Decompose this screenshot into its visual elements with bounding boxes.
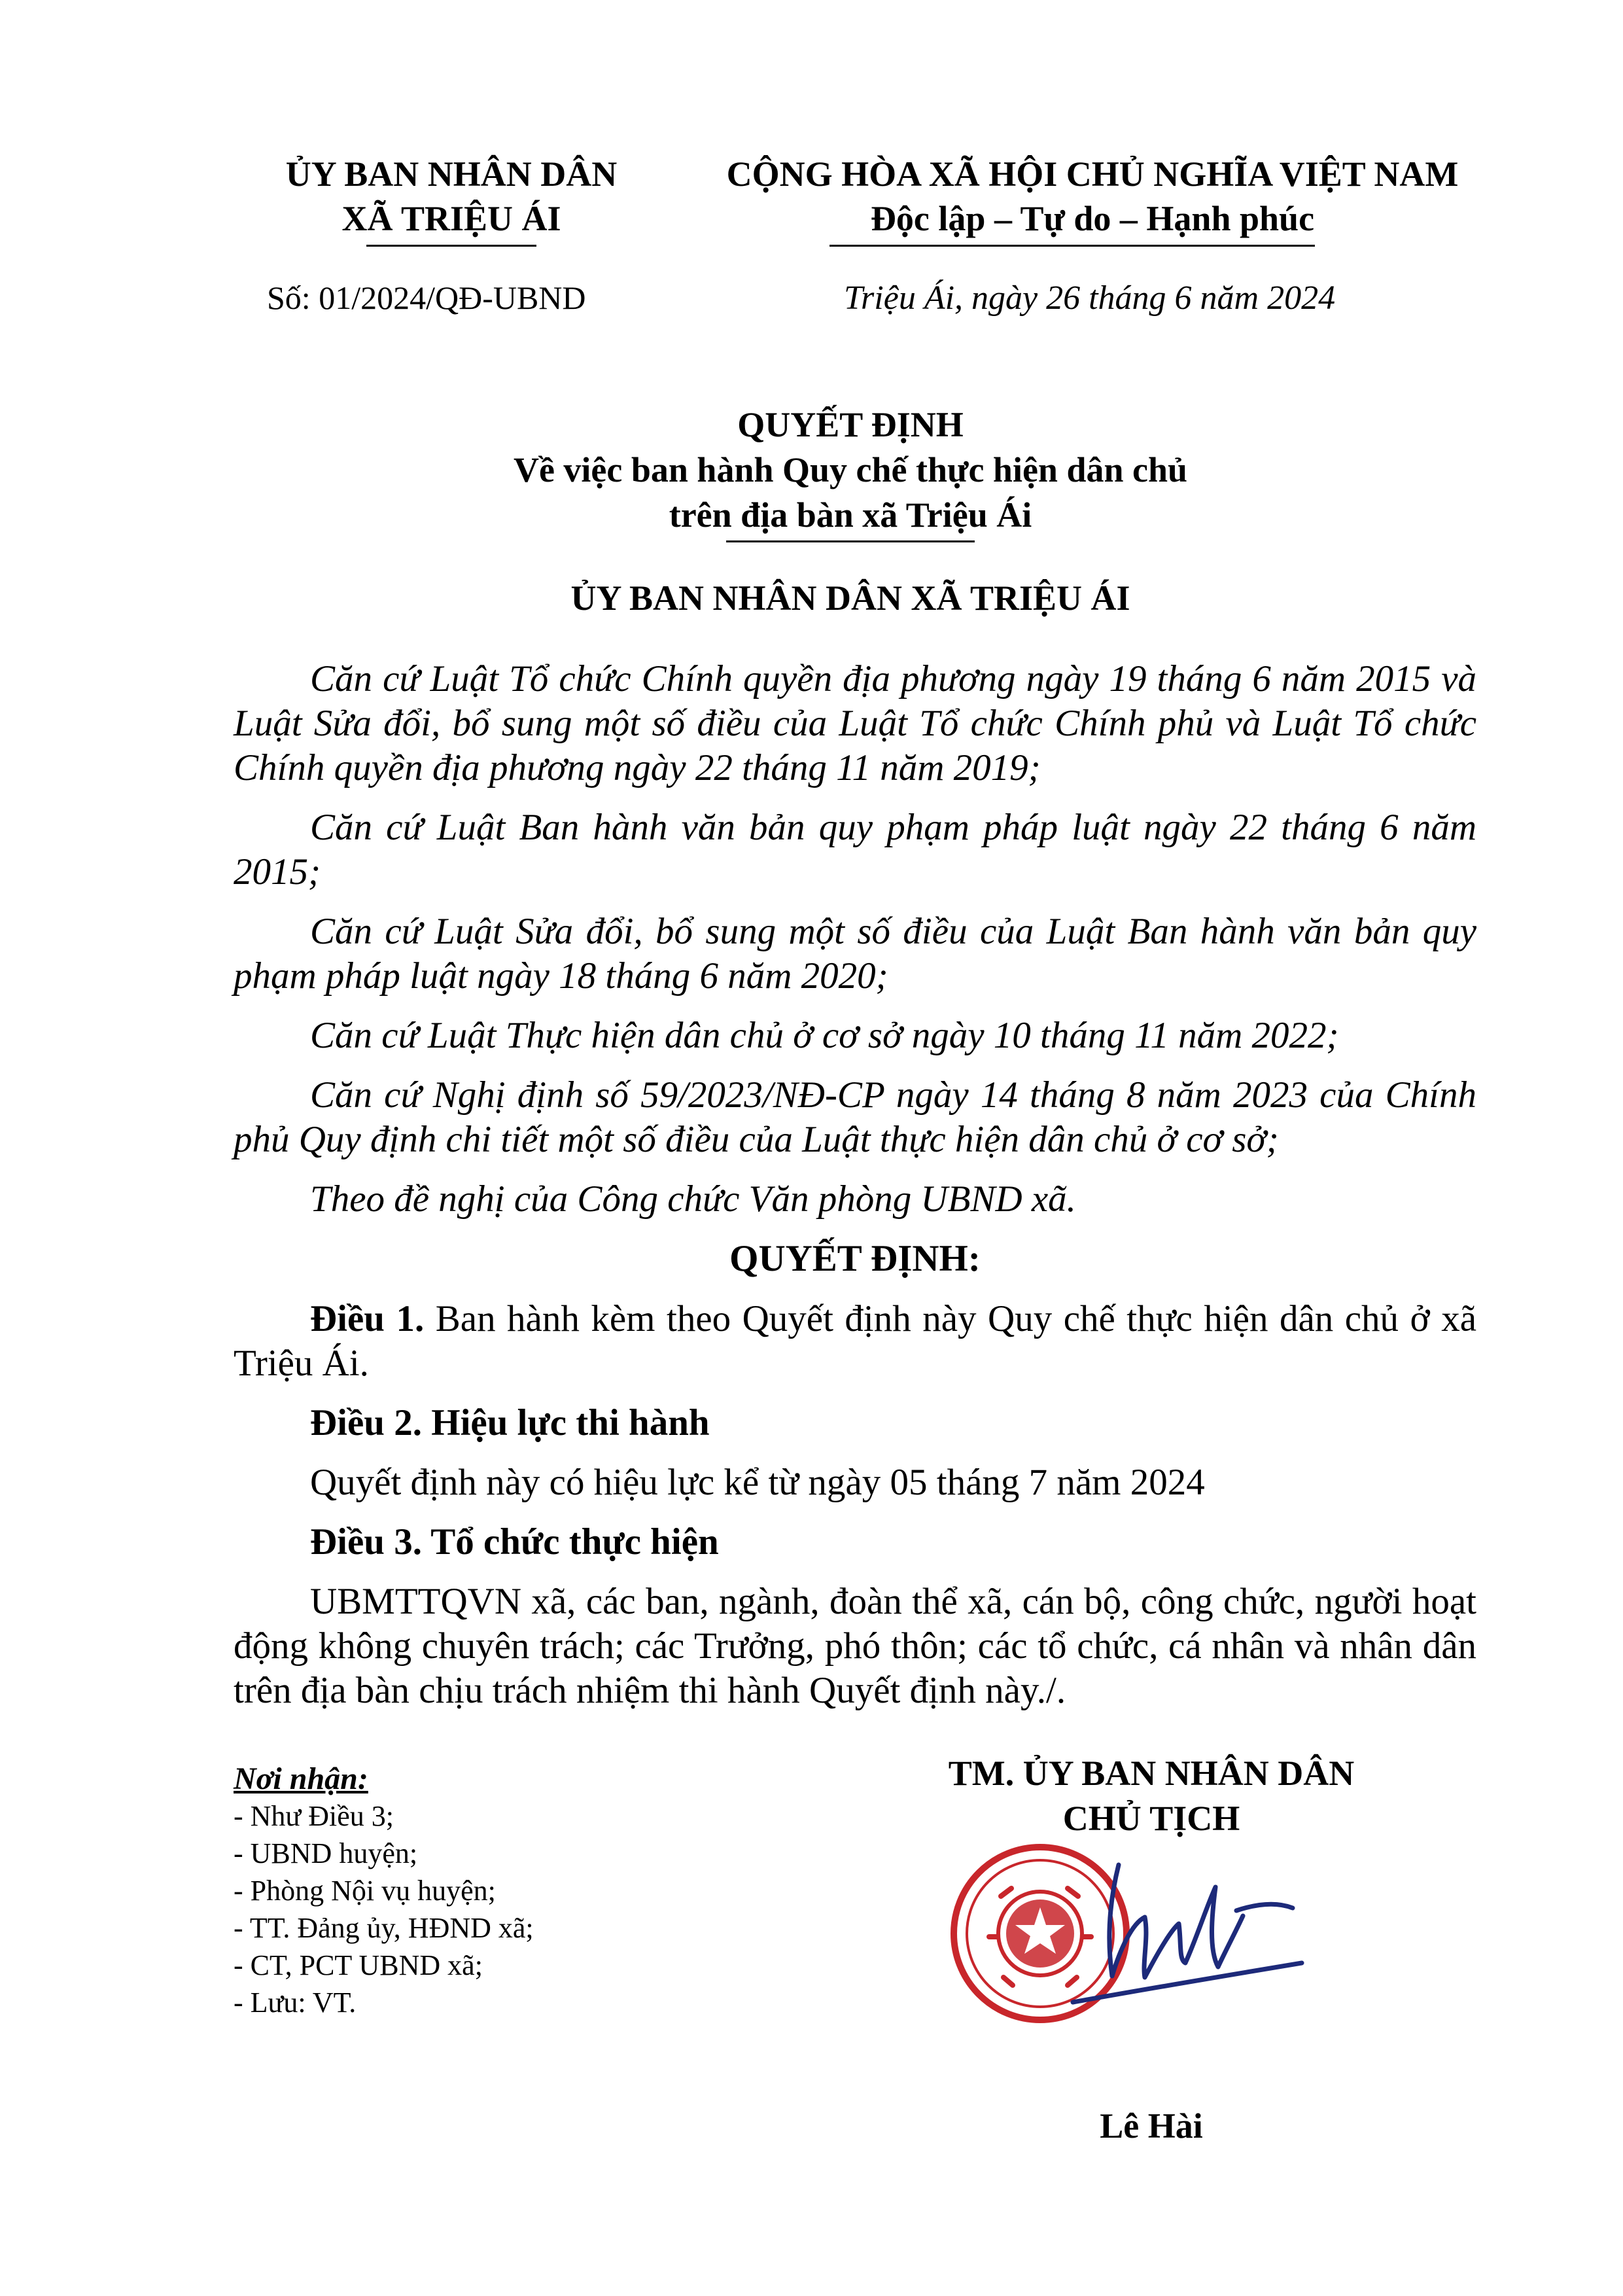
article-1-label: Điều 1. [310, 1298, 425, 1339]
agency-line1: ỦY BAN NHÂN DÂN [285, 154, 618, 194]
article-3-text: UBMTTQVN xã, các ban, ngành, đoàn thể xã, cán bộ, công chức, người hoạt động không chuyên trách; các Trưởng, phó thôn; các tổ chức, cá nhân và nhân dân trên địa bàn chịu trách nhiệm thi hành Quyết định này./. [234, 1581, 1476, 1711]
article-2-text: Quyết định này có hiệu lực kể từ ngày 05 tháng 7 năm 2024 [310, 1462, 1205, 1503]
handwritten-signature-icon [1073, 1865, 1302, 2002]
issuer-heading: ỦY BAN NHÂN DÂN XÃ TRIỆU ÁI [570, 578, 1130, 618]
document-title [262, 402, 1439, 538]
recipient-item: - Lưu: VT. [234, 1987, 357, 2019]
article-1 [234, 1297, 1476, 1386]
recipients-block [234, 1760, 534, 2021]
recipient-item: - TT. Đảng ủy, HĐND xã; [234, 1912, 534, 1944]
agency-line2: XÃ TRIỆU ÁI [341, 199, 561, 238]
preamble-item: Theo đề nghị của Công chức Văn phòng UBND xã. [310, 1178, 1076, 1220]
preamble-item: Căn cứ Luật Thực hiện dân chủ ở cơ sở ngày 10 tháng 11 năm 2022; [310, 1015, 1339, 1056]
issuing-agency [216, 152, 687, 241]
recipient-item: - Như Điều 3; [234, 1800, 394, 1832]
official-seal-icon [954, 1847, 1126, 2020]
article-3-heading: Điều 3. Tổ chức thực hiện [310, 1521, 719, 1563]
motto-underline [829, 245, 1315, 247]
article-1-text: Ban hành kèm theo Quyết định này Quy chế thực hiện dân chủ ở xã Triệu Ái. [234, 1298, 1476, 1384]
national-motto [667, 152, 1518, 241]
signer-name: Lê Hài [1100, 2106, 1203, 2146]
preamble-item: Căn cứ Luật Tổ chức Chính quyền địa phương ngày 19 tháng 6 năm 2015 và Luật Sửa đổi, bổ sung một số điều của Luật Tổ chức Chính phủ và Luật Tổ chức Chính quyền địa phương ngày 22 tháng 11 năm 2019; [234, 658, 1476, 788]
nation-line1: CỘNG HÒA XÃ HỘI CHỦ NGHĨA VIỆT NAM [726, 154, 1459, 194]
title-subject-line2: trên địa bàn xã Triệu Ái [669, 495, 1032, 535]
nation-line2: Độc lập – Tự do – Hạnh phúc [870, 199, 1315, 238]
agency-underline [366, 245, 536, 247]
recipient-item: - CT, PCT UBND xã; [234, 1949, 483, 1981]
title-subject-line1: Về việc ban hành Quy chế thực hiện dân chủ [513, 450, 1188, 489]
official-seal-and-signature [949, 1839, 1315, 2035]
signature-title-line2: CHỦ TỊCH [1062, 1799, 1240, 1838]
place-date: Triệu Ái, ngày 26 tháng 6 năm 2024 [844, 279, 1336, 317]
decision-heading: QUYẾT ĐỊNH: [729, 1238, 981, 1279]
title-heading: QUYẾT ĐỊNH [737, 405, 964, 444]
document-body [234, 657, 1476, 1728]
signature-block [877, 1751, 1426, 1841]
title-underline [726, 540, 975, 542]
preamble-item: Căn cứ Nghị định số 59/2023/NĐ-CP ngày 14 tháng 8 năm 2023 của Chính phủ Quy định chi tiết một số điều của Luật thực hiện dân chủ ở cơ sở; [234, 1074, 1476, 1160]
document-number: Số: 01/2024/QĐ-UBND [267, 279, 586, 316]
signature-title-line1: TM. ỦY BAN NHÂN DÂN [948, 1754, 1355, 1793]
recipient-item: - UBND huyện; [234, 1837, 418, 1869]
preamble-item: Căn cứ Luật Sửa đổi, bổ sung một số điều của Luật Ban hành văn bản quy phạm pháp luật ngày 18 tháng 6 năm 2020; [234, 911, 1476, 997]
recipient-item: - Phòng Nội vụ huyện; [234, 1875, 496, 1907]
article-2-heading: Điều 2. Hiệu lực thi hành [310, 1402, 710, 1443]
preamble-item: Căn cứ Luật Ban hành văn bản quy phạm pháp luật ngày 22 tháng 6 năm 2015; [234, 807, 1476, 892]
recipients-label: Nơi nhận: [234, 1761, 368, 1796]
